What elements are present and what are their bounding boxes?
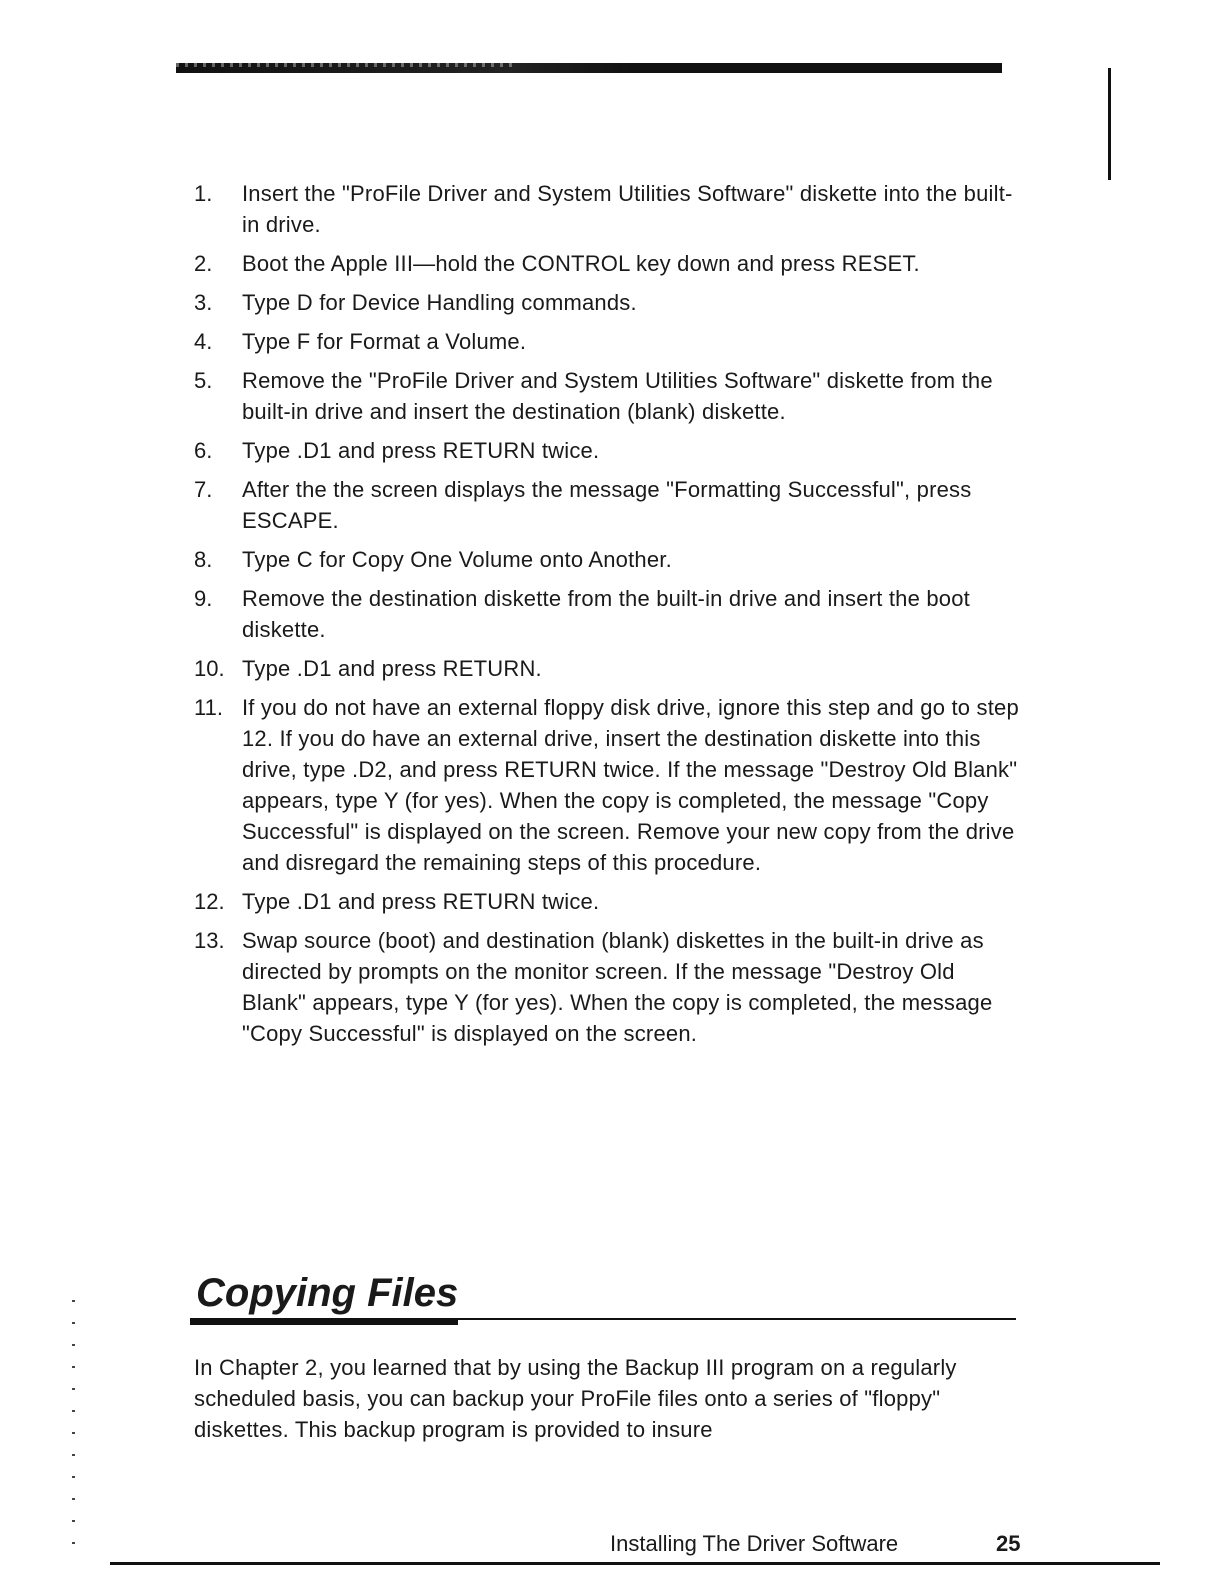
step-text: Type C for Copy One Volume onto Another. xyxy=(242,547,672,572)
running-footer xyxy=(610,1528,898,1559)
step-item xyxy=(180,365,1020,427)
step-item xyxy=(180,925,1020,1049)
step-text: Boot the Apple III—hold the CONTROL key down and press RESET. xyxy=(242,251,920,276)
step-text: Swap source (boot) and destination (blank) diskettes in the built-in drive as directed by prompts on the monitor screen. If the message "Destroy Old Blank" appears, type Y (for yes). When the copy is completed, the message "Copy Successful" is displayed on the screen. xyxy=(242,928,993,1046)
step-text: Type F for Format a Volume. xyxy=(242,329,527,354)
step-item xyxy=(180,653,1020,684)
step-number: 12. xyxy=(194,889,225,914)
step-text: Insert the "ProFile Driver and System Utilities Software" diskette into the built-in drive. xyxy=(242,181,1013,237)
procedure-steps xyxy=(180,178,1020,1057)
step-text: Type .D1 and press RETURN. xyxy=(242,656,542,681)
footer-rule xyxy=(110,1562,1160,1565)
step-number: 4. xyxy=(194,329,213,354)
change-bar xyxy=(1108,68,1111,180)
step-text: Type .D1 and press RETURN twice. xyxy=(242,438,600,463)
step-text: Type D for Device Handling commands. xyxy=(242,290,637,315)
step-item xyxy=(180,287,1020,318)
step-text: After the the screen displays the message "Formatting Successful", press ESCAPE. xyxy=(242,477,972,533)
footer-title: Installing The Driver Software xyxy=(610,1531,899,1556)
step-number: 9. xyxy=(194,586,213,611)
step-item xyxy=(180,886,1020,917)
step-text: If you do not have an external floppy disk drive, ignore this step and go to step 12. If you do have an external drive, insert the destination diskette into this drive, type .D2, and press RETURN twice. If the message "Destroy Old Blank" appears, type Y (for yes). When the copy is completed, the message "Copy Successful" is displayed on the screen. Remove your new copy from the drive and disregard the remaining steps of this procedure. xyxy=(242,695,1019,875)
section-intro-paragraph: In Chapter 2, you learned that by using the Backup III program on a regularly scheduled basis, you can backup your ProFile files onto a series of "floppy" diskettes. This backup program is provided to insure xyxy=(194,1355,957,1442)
step-number: 2. xyxy=(194,251,213,276)
step-text: Remove the "ProFile Driver and System Utilities Software" diskette from the built-in drive and insert the destination (blank) diskette. xyxy=(242,368,993,424)
step-number: 6. xyxy=(194,438,213,463)
step-number: 11. xyxy=(194,695,223,720)
step-number: 13. xyxy=(194,928,225,953)
page-number: 25 xyxy=(996,1531,1021,1556)
step-number: 8. xyxy=(194,547,213,572)
step-item xyxy=(180,178,1020,240)
step-item xyxy=(180,583,1020,645)
binding-marks xyxy=(72,1300,75,1550)
step-item xyxy=(180,692,1020,878)
step-number: 10. xyxy=(194,656,225,681)
step-item xyxy=(180,435,1020,466)
step-number: 3. xyxy=(194,290,213,315)
step-item xyxy=(180,248,1020,279)
step-text: Remove the destination diskette from the built-in drive and insert the boot diskette. xyxy=(242,586,970,642)
step-number: 1. xyxy=(194,181,213,206)
section-heading: Copying Files xyxy=(196,1271,459,1315)
step-number: 5. xyxy=(194,368,213,393)
section-rule-accent xyxy=(190,1318,458,1325)
step-item xyxy=(180,326,1020,357)
header-rule xyxy=(176,63,1002,73)
step-item xyxy=(180,474,1020,536)
step-item xyxy=(180,544,1020,575)
step-text: Type .D1 and press RETURN twice. xyxy=(242,889,600,914)
step-number: 7. xyxy=(194,477,213,502)
